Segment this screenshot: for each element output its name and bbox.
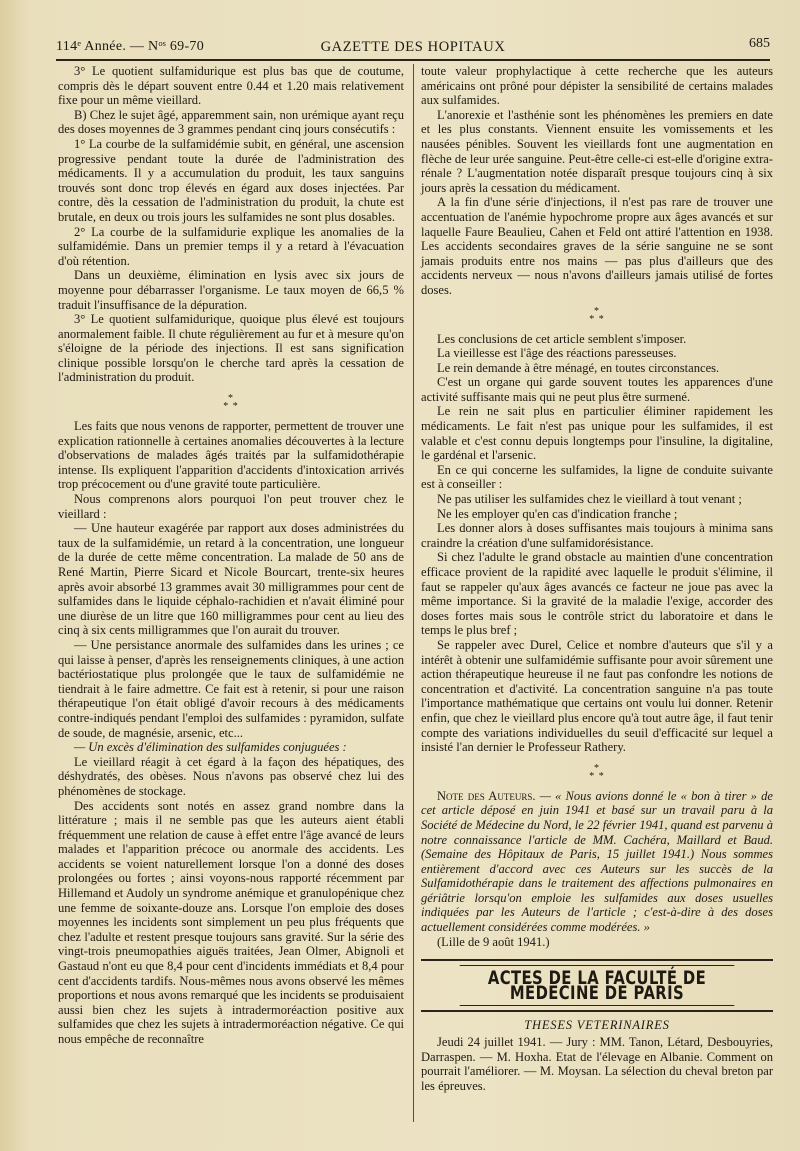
- authors-note: [421, 789, 773, 935]
- paragraph: Le rein ne sait plus en particulier éliminer rapidement les médicaments. Le fait n'est pas unique pour les sulfamides, il est valable et c'est connu depuis longtemps pour l'insuline, la digitaline, le gardénal et l'arsenic.: [421, 404, 773, 463]
- paragraph: toute valeur prophylactique à cette recherche que les auteurs américains ont prôné pour dépister la sensibilité de certains malades aux sulfamides.: [421, 64, 773, 108]
- paragraph: — Un excès d'élimination des sulfamides conjuguées :: [74, 740, 347, 755]
- section-separator: * * *: [589, 305, 605, 325]
- paragraph: Le rein demande à être ménagé, en toutes circonstances.: [437, 360, 720, 375]
- header-rule: [56, 59, 770, 61]
- journal-title: GAZETTE DES HOPITAUX: [320, 39, 506, 55]
- paragraph: Ne les employer qu'en cas d'indication franche ;: [437, 506, 678, 521]
- page-number: 685: [749, 36, 770, 51]
- paragraph: C'est un organe qui garde souvent toutes les apparences d'une activité suffisante mais qui ne peut plus être surmené.: [421, 375, 773, 404]
- paragraph: — Une persistance anormale des sulfamides dans les urines ; ce qui laisse à penser, d'après les renseignements cliniques, à une action bactériostatique plus prolongée que le taux de sulfamidémie ne tiendrait à le faire admettre. Ce fait est à retenir, si pour une raison thérapeutique l'on était obligé d'avoir recours à des médicaments contre-indiqués pendant l'emploi des sulfamides : pyramidon, sulfate de soude, de magnésie, arsenic, etc...: [58, 637, 404, 740]
- paragraph: La vieillesse est l'âge des réactions paresseuses.: [437, 346, 677, 361]
- faculty-section-banner: [421, 959, 773, 1012]
- theses-heading: THESES VETERINAIRES: [524, 1018, 670, 1033]
- paragraph: B) Chez le sujet âgé, apparemment sain, non urémique ayant reçu des doses moyennes de 3 grammes pendant cinq jours consécutifs :: [58, 107, 404, 137]
- paragraph: Des accidents sont notés en assez grand nombre dans la littérature ; mais il ne semble pas que les auteurs aient établi fréquemment une relation de cause à effet entre l'âge avancé de leurs malades et l'apparition précoce ou anormale des accidents. Les accidents se voient naturellement lorsque l'on a donné des doses prolongées ou fortes ; ainsi voyons-nous rapporté récemment par Hillemand et Audoly un syndrome anémique et granulopénique chez une femme de soixante-douze ans. Lorsque l'on emploie des doses moyennes les incidents sont simplement un peu plus fréquents que chez l'adulte et restent presque toujours sans gravité. Sur la série des vingt-trois pneumopathies aiguës traitées, Jean Olmer, Abignoli et Gastaud n'ont eu que 8,4 pour cent d'incidents immédiats et 8,4 pour cent d'accidents tardifs. Nous-mêmes nous avons observé les mêmes proportions et nous avons remarqué que les incidents se produisaient aussi bien chez les sujets à intradermoréaction positive aux sulfamides que chez les sujets à intradermoréaction négative. Ce qui nous empêche de reconnaître: [58, 798, 404, 1046]
- paragraph: Les faits que nous venons de rapporter, permettent de trouver une explication rationnelle à certaines anomalies découvertes à la lecture d'observations de malades âgés traités par la sulfamidothérapie intense. Ils expliquent l'apparition d'accidents d'intoxication arrivés trop précocement ou d'une gravité toute particulière.: [58, 419, 404, 492]
- paragraph: Se rappeler avec Durel, Celice et nombre d'auteurs que s'il y a intérêt à obtenir une sulfamidémie suffisante pour avoir sûrement une action thérapeutique heureuse il ne faut pas confondre les notions de concentration et d'activité. La concentration sanguine n'a pas toute l'importance mathématique que certains ont voulu lui donner. Retenir enfin, que chez le vieillard plus encore qu'à tout autre âge, il faut tenir compte des variations individuelles du seuil d'efficacité sur lequel a insisté l'an dernier le Professeur Rathery.: [421, 637, 773, 755]
- paragraph: Le vieillard réagit à cet égard à la façon des hépatiques, des déshydratés, des obèses. Nous n'avons pas observé chez lui des phénomènes de stockage.: [58, 754, 404, 798]
- paragraph: Les donner alors à doses suffisantes mais toujours à minima sans craindre la création d'une sulfamidorésistance.: [421, 521, 773, 550]
- left-column: [58, 64, 404, 1047]
- faculty-title: ACTES DE LA FACULTÉ DE MÉDECINE DE PARIS: [460, 965, 735, 1006]
- note-signature: (Lille de 9 août 1941.): [437, 934, 550, 949]
- paragraph: 2° La courbe de la sulfamidurie explique les anomalies de la sulfamidémie. Dans un premier temps il y a retard à l'évacuation d'où rétention.: [58, 224, 404, 268]
- paragraph: Nous comprenons alors pourquoi l'on peut trouver chez le vieillard :: [58, 492, 404, 521]
- paragraph: En ce qui concerne les sulfamides, la ligne de conduite suivante est à conseiller :: [421, 462, 773, 492]
- paragraph: Si chez l'adulte le grand obstacle au maintien d'une concentration efficace provient de la rapidité avec laquelle le produit s'élimine, il faut se rappeler qu'aux âges avancés ce facteur ne joue pas avec la même importance. Si la gravité de la maladie l'exige, accorder des doses fortes mais sous le contrôle strict du laboratoire et dans le temps le plus bref ;: [421, 550, 773, 638]
- issue-number: 114ᵉ Année. — Nᵒˢ 69-70: [56, 39, 205, 54]
- note-label: Note des Auteurs.: [437, 788, 536, 803]
- right-column: [421, 64, 773, 1093]
- paragraph: 3° Le quotient sulfamidurique est plus bas que de coutume, compris dès le départ souvent entre 0.44 et 1.20 mais relativement fixe pour un même vieillard.: [58, 64, 404, 108]
- paragraph: Les conclusions de cet article semblent s'imposer.: [437, 331, 687, 346]
- paragraph: Ne pas utiliser les sulfamides chez le vieillard à tout venant ;: [437, 492, 742, 507]
- section-separator: * * *: [223, 393, 239, 413]
- column-divider: [413, 64, 414, 1122]
- paragraph: Dans un deuxième, élimination en lysis avec six jours de moyenne pour débarrasser l'organisme. Le taux moyen de 66,5 % traduit l'insuffisance de la dépuration.: [58, 268, 404, 312]
- theses-entry: Jeudi 24 juillet 1941. — Jury : MM. Tanon, Létard, Desbouyries, Darraspen. — M. Hoxha. Etat de l'élevage en Albanie. Comment on pourrait l'améliorer. — M. Moysan. La sélection du cheval breton par les épreuves.: [421, 1035, 773, 1093]
- paragraph: A la fin d'une série d'injections, il n'est pas rare de trouver une accentuation de l'anémie hypochrome propre aux âges avancés et sur laquelle Faure Beaulieu, Cahen et Feld ont attiré l'attention en 1938. Les accidents secondaires graves de la série sanguine ne se sont jamais produits entre nos mains — pas plus d'ailleurs que des accidents nerveux — nous n'avons d'ailleurs jamais utilisé de fortes doses.: [421, 195, 773, 297]
- page-header: [56, 36, 770, 58]
- section-separator: * * *: [589, 762, 605, 782]
- note-text: — « Nous avions donné le « bon à tirer » de cet article déposé en juin 1941 et basé sur un travail paru à la Société de Médecine du Nord, le 22 février 1941, quand est parvenu à notre connaissance l'article de MM. Cachéra, Maillard et Baud. (Semaine des Hôpitaux de Paris, 15 juillet 1941.) Nous sommes entièrement d'accord avec ces Auteurs sur les succès de la Sulfamidothérapie dans le traitement des affections pulmonaires en gériâtrie lorsqu'on emploie les sulfamides aux doses usuelles indiquées par les Auteurs de l'article ; c'est-à-dire à des doses actuellement considérées comme modérées. »: [421, 788, 773, 935]
- paragraph: 1° La courbe de la sulfamidémie subit, en général, une ascension progressive pendant toute la durée de l'administration des médicaments. Il y a accumulation du produit, les taux sanguins trouvés sont donc trop élevés en égard aux doses injectées. Par contre, dès la cessation de l'administration du produit, la chute est brutale, en deux ou trois jours les sulfamides ne sont plus dosables.: [58, 136, 404, 224]
- paragraph: 3° Le quotient sulfamidurique, quoique plus élevé est toujours anormalement faible. Il chute régulièrement au fur et à mesure qu'on s'éloigne de la période des injections. Il est sans signification clinique possible lorsqu'on le cherche tard après la cessation de l'administration du produit.: [58, 312, 404, 385]
- paragraph: L'anorexie et l'asthénie sont les phénomènes les premiers en date et les plus constants. Viennent ensuite les vomissements et les nausées pénibles. Souvent les vieillards font une augmentation en flèche de leur urée sanguine. Peut-être celle-ci est-elle d'origine extra-rénale ? L'augmentation notée disparaît presque toujours cinq à six jours après la cessation du médicament.: [421, 107, 773, 195]
- paragraph: — Une hauteur exagérée par rapport aux doses administrées du taux de la sulfamidémie, un retard à la concentration, une longueur de la durée de cette même concentration. La malade de 50 ans de René Martin, Pierre Sicard et Nicole Bourcart, trente-six heures après avoir absorbé 13 grammes avait 30 milligrammes pour cent de sulfamides dans le liquide céphalo-rachidien et n'avait éliminé pour une diurèse de un litre que 160 milligrammes pour cent au lieu des cinq à six cents milligrammes que l'on aurait du trouver.: [58, 521, 404, 638]
